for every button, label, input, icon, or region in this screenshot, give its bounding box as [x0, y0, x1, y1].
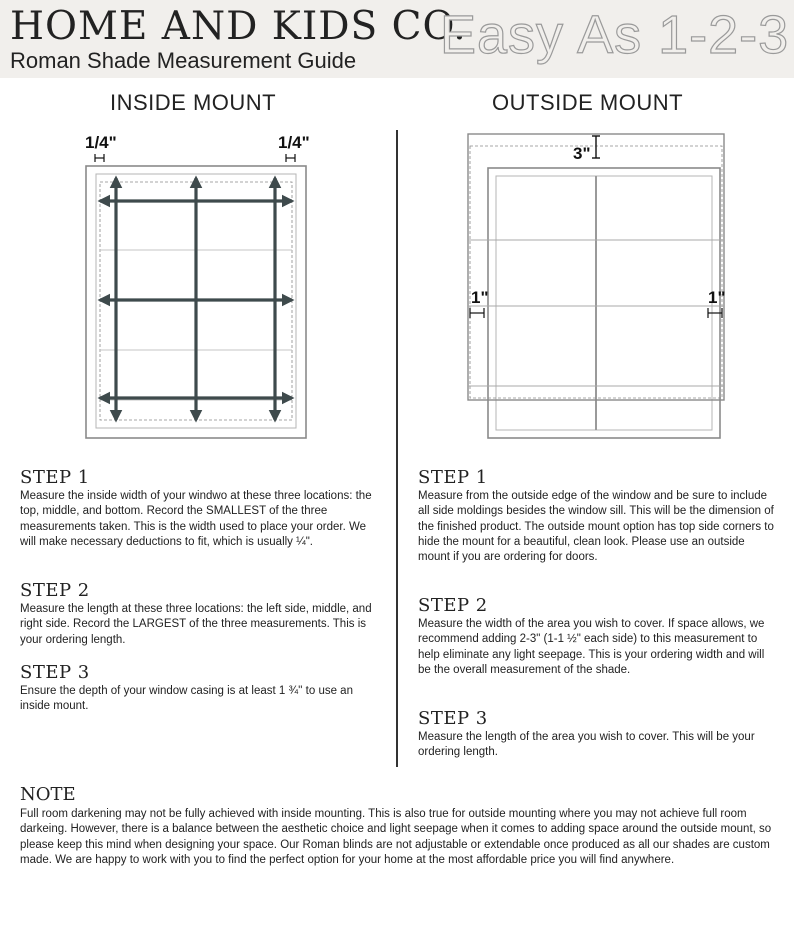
- inside-step-1-text: Measure the inside width of your windwo at these three locations: the top, middle, and bottom. Record the SMALLEST of the three measurements taken. This is the width used to place your order. We will make necessary deductions to fit, which is usually ¼".: [20, 490, 372, 548]
- inside-mount-diagram: [80, 128, 320, 446]
- inside-dim-right-marker: [286, 154, 295, 162]
- brand-name: HOME AND KIDS CO.: [10, 4, 467, 49]
- outside-step-2-text: Measure the width of the area you wish to cover. If space allows, we recommend adding 2-3" (1-1 ½" each side) to this measurement to help eliminate any light seepage. This is your ordering width and will be the overall measurement of the shade.: [418, 618, 765, 676]
- inside-step-1-title: STEP 1: [20, 467, 90, 488]
- inside-step-3: [20, 662, 378, 715]
- outside-step-3-text: Measure the length of the area you wish to cover. This will be your ordering length.: [418, 731, 755, 759]
- inside-step-2-title: STEP 2: [20, 580, 90, 601]
- inside-step-2-text: Measure the length at these three locations: the left side, middle, and right side. Record the LARGEST of the three measurements. This is your ordering length.: [20, 603, 372, 646]
- outside-dim-left-marker: [470, 308, 484, 318]
- outside-dim-right-label: 1": [708, 288, 726, 307]
- inside-mount-title: INSIDE MOUNT: [110, 90, 277, 115]
- column-divider: [396, 130, 398, 767]
- outside-step-1-text: Measure from the outside edge of the window and be sure to include all side moldings besides the window sill. This will be the dimension of the finished product. The outside mount option has top side corners to hide the mount for a beautiful, clean look. Please use an outside mount if you are ordering for doors.: [418, 490, 774, 564]
- guide-subtitle: Roman Shade Measurement Guide: [10, 48, 357, 73]
- inside-step-2: [20, 580, 378, 648]
- outside-dim-top-label: 3": [573, 144, 591, 163]
- inside-dim-left-marker: [95, 154, 104, 162]
- outside-step-2: [418, 595, 776, 678]
- outside-window-frame: [488, 168, 720, 438]
- outside-dim-left-label: 1": [471, 288, 489, 307]
- outside-step-2-title: STEP 2: [418, 595, 488, 616]
- outside-step-3-title: STEP 3: [418, 708, 488, 729]
- inside-step-3-title: STEP 3: [20, 662, 90, 683]
- inside-step-3-text: Ensure the depth of your window casing is at least 1 ¾'' to use an inside mount.: [20, 685, 353, 713]
- outside-step-3: [418, 708, 776, 761]
- note-title: NOTE: [20, 784, 76, 805]
- outside-mount-title: OUTSIDE MOUNT: [492, 90, 684, 115]
- outside-dim-top-marker: [592, 136, 600, 158]
- inside-dim-right-label: 1/4": [278, 133, 310, 152]
- inside-measurement-arrows: [100, 178, 292, 420]
- inside-dim-left-label: 1/4": [85, 133, 117, 152]
- outside-step-1-title: STEP 1: [418, 467, 488, 488]
- inside-step-1: [20, 467, 378, 550]
- header-banner: [0, 0, 794, 78]
- outside-mount-diagram: [462, 128, 730, 444]
- note-text: Full room darkening may not be fully achieved with inside mounting. This is also true for outside mounting where you may not achieve full room darkeing. However, there is a balance between the aesthetic choice and light seepage when it comes to adding space around the outside mount, so please keep this mind when designing your space. Our Roman blinds are not adjustable or extendable once produced as all our shades are custom made. We are happy to work with you to find the perfect option for your home at the most affordable price you will find anywhere.: [20, 808, 772, 866]
- tagline: Easy As 1-2-3: [440, 5, 790, 65]
- outside-step-1: [418, 467, 776, 565]
